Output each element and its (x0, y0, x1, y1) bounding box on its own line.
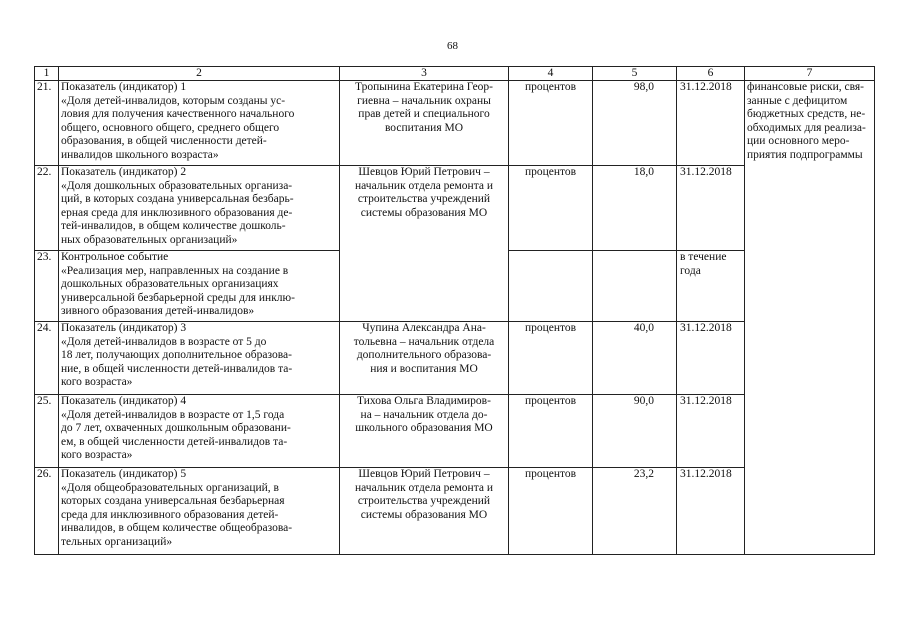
unit-cell: процентов (509, 166, 593, 251)
responsible-line: тольевна – начальник отдела (353, 335, 495, 348)
responsible-line: Тихова Ольга Владимиров- (357, 395, 491, 407)
indicator-line: ерная среда для инклюзивного образования де- (61, 206, 293, 219)
unit-cell: процентов (509, 395, 593, 468)
responsible-line: Шевцов Юрий Петрович – (358, 468, 490, 480)
responsible-line: строительства учреждений (357, 495, 491, 508)
row-number: 21. (35, 81, 59, 166)
value-cell: 40,0 (593, 322, 677, 395)
unit-cell: процентов (509, 81, 593, 166)
column-header: 4 (509, 67, 593, 81)
table-row (35, 81, 875, 166)
responsible-line: воспитания МО (384, 121, 464, 134)
risk-line: обходимых для реализа- (747, 121, 866, 134)
responsible-cell (340, 81, 509, 166)
date-cell: 31.12.2018 (677, 322, 745, 395)
indicator-line: ций, в которых создана универсальная безбарь- (61, 193, 294, 206)
responsible-line: начальник отдела ремонта и (354, 179, 494, 192)
indicator-line: образования, в общей численности детей- (61, 135, 267, 148)
indicator-cell (59, 322, 340, 395)
indicator-cell (59, 166, 340, 251)
indicator-line: «Доля дошкольных образовательных организа- (61, 179, 293, 192)
responsible-line: Тропынина Екатерина Геор- (354, 81, 494, 93)
indicator-line: 18 лет, получающих дополнительное образова- (61, 349, 292, 362)
row-number: 26. (35, 468, 59, 555)
responsible-line: системы образования МО (360, 206, 488, 219)
header-row (35, 67, 875, 81)
column-header: 1 (35, 67, 59, 81)
indicator-line: Показатель (индикатор) 1 (61, 81, 187, 93)
value-cell: 23,2 (593, 468, 677, 555)
responsible-line: системы образования МО (360, 508, 488, 521)
responsible-line: начальник отдела ремонта и (354, 481, 494, 494)
responsible-cell (340, 322, 509, 395)
indicator-cell (59, 468, 340, 555)
date-cell: 31.12.2018 (677, 468, 745, 555)
indicator-line: Показатель (индикатор) 3 (61, 322, 187, 334)
responsible-line: прав детей и специального (358, 108, 490, 121)
column-header: 5 (593, 67, 677, 81)
indicator-line: до 7 лет, охваченных дошкольным образовани- (61, 422, 291, 435)
indicator-line: Показатель (индикатор) 2 (61, 166, 187, 178)
indicator-line: ние, в общей численности детей-инвалидов та- (61, 362, 293, 375)
indicator-line: инвалидов, в общем количестве общеобразова- (61, 522, 293, 535)
responsible-line: ния и воспитания МО (370, 362, 478, 375)
date-cell: 31.12.2018 (677, 81, 745, 166)
value-cell: 98,0 (593, 81, 677, 166)
indicator-cell (59, 251, 340, 322)
risk-line: финансовые риски, свя- (747, 81, 865, 93)
responsible-line: Шевцов Юрий Петрович – (358, 166, 490, 178)
indicator-cell (59, 395, 340, 468)
risk-line: ции основного меро- (747, 135, 850, 148)
row-number: 24. (35, 322, 59, 395)
responsible-line: на – начальник отдела до- (360, 408, 488, 421)
indicator-line: которых создана универсальная безбарьерная (61, 495, 285, 508)
date-cell: 31.12.2018 (677, 166, 745, 251)
indicator-cell (59, 81, 340, 166)
risk-cell (745, 81, 875, 555)
unit-cell (509, 251, 593, 322)
risk-line: приятия подпрограммы (747, 148, 863, 161)
risk-line: бюджетных средств, не- (747, 108, 866, 121)
row-number: 22. (35, 166, 59, 251)
value-cell: 18,0 (593, 166, 677, 251)
indicator-line: ловия для получения качественного начального (61, 108, 295, 121)
indicator-line: кого возраста» (61, 376, 133, 389)
indicator-line: зивного образования детей-инвалидов» (61, 305, 255, 318)
column-header: 6 (677, 67, 745, 81)
indicator-line: «Доля детей-инвалидов в возрасте от 1,5 года (61, 408, 285, 421)
column-header: 7 (745, 67, 875, 81)
row-number: 25. (35, 395, 59, 468)
column-header: 3 (340, 67, 509, 81)
indicator-line: кого возраста» (61, 449, 133, 462)
responsible-line: Чупина Александра Ана- (362, 322, 486, 334)
indicator-line: общего, основного общего, среднего общего (61, 121, 280, 134)
responsible-line: гиевна – начальник охраны (357, 94, 491, 107)
indicator-line: тельных организаций» (61, 535, 173, 548)
responsible-cell (340, 395, 509, 468)
date-cell: 31.12.2018 (677, 395, 745, 468)
indicator-line: Показатель (индикатор) 5 (61, 468, 187, 480)
indicator-line: Показатель (индикатор) 4 (61, 395, 187, 407)
row-number: 23. (35, 251, 59, 322)
indicator-line: «Доля детей-инвалидов в возрасте от 5 до (61, 335, 267, 348)
indicator-line: «Доля детей-инвалидов, которым созданы ус- (61, 94, 286, 107)
indicator-line: среда для инклюзивного образования детей- (61, 508, 279, 521)
responsible-line: строительства учреждений (357, 193, 491, 206)
indicators-table (34, 66, 875, 555)
unit-cell: процентов (509, 322, 593, 395)
page-number: 68 (447, 40, 458, 52)
indicator-line: инвалидов школьного возраста» (61, 148, 219, 161)
indicator-line: тей-инвалидов, в общем количестве дошколь- (61, 220, 286, 233)
indicator-line: «Доля общеобразовательных организаций, в (61, 481, 279, 494)
indicator-line: дошкольных образовательных организациях (61, 278, 279, 291)
indicator-line: Контрольное событие (61, 251, 169, 263)
responsible-line: школьного образования МО (355, 422, 493, 435)
value-cell (593, 251, 677, 322)
indicator-line: ем, в общей численности детей-инвалидов та- (61, 435, 288, 448)
indicator-line: «Реализация мер, направленных на создание в (61, 264, 289, 277)
responsible-cell (340, 166, 509, 322)
responsible-line: дополнительного образова- (356, 349, 492, 362)
indicator-line: универсальной безбарьерной среды для инклю- (61, 291, 295, 304)
column-header: 2 (59, 67, 340, 81)
value-cell: 90,0 (593, 395, 677, 468)
indicator-line: ных образовательных организаций» (61, 233, 238, 246)
risk-line: занные с дефицитом (747, 94, 848, 107)
unit-cell: процентов (509, 468, 593, 555)
date-cell: в течение года (677, 251, 745, 322)
responsible-cell (340, 468, 509, 555)
